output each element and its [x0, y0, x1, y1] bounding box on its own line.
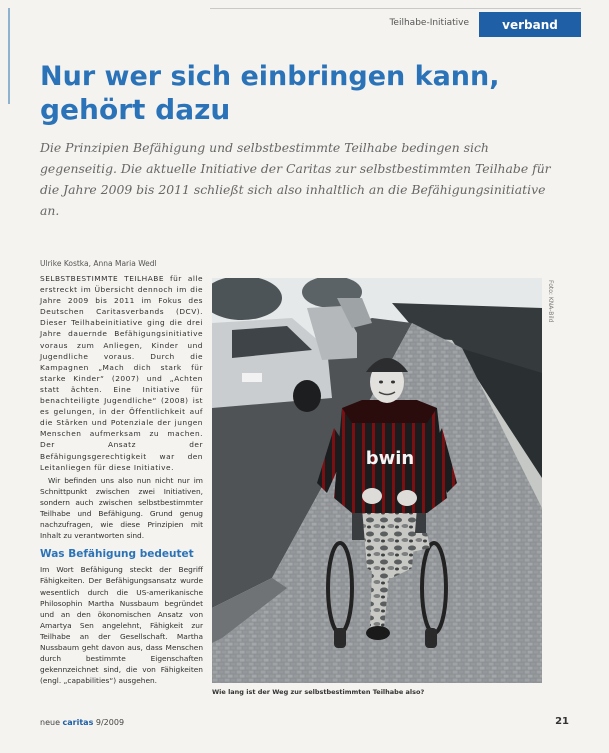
page-number: 21	[555, 716, 569, 727]
magazine-issue: 9/2009	[95, 718, 125, 727]
headline-line-2: gehört dazu	[40, 93, 231, 126]
section-tab: verband	[479, 12, 581, 37]
left-accent-rule	[8, 8, 10, 104]
body-paragraph: Im Wort Befähigung steckt der Begriff Fähigkeiten. Der Befähigungsansatz wurde wesentlich durch die US-amerikanische Philosophin Martha Nussbaum begründet und an den ökonomischen Ansatz von Amartya Sen angelehnt, Fähigkeit zur Teilhabe an der Gesellschaft. Martha Nussbaum geht davon aus, dass Menschen durch bestimmte Eigenschaften gekennzeichnet sind, die von Fähigkeiten (engl. „capabilities“) ausgehen.	[40, 565, 203, 686]
body-paragraph: Wir befinden uns also nun nicht nur im Schnittpunkt zwischen zwei Initiativen, sondern auch zwischen selbstbestimmter Teilhabe und Befähigung. Grund genug nachzufragen, wie diese Prinzipien mit Inhalt zu verantworten sind.	[40, 475, 203, 541]
magazine-prefix: neue	[40, 718, 60, 727]
photo-credit: Foto: KNA-Bild	[547, 280, 554, 323]
body-paragraph: SELBSTBESTIMMTE TEILHABE für alle erstreckt im Übersicht dennoch im die Jahre 2009 bis 2011 im Fokus des Deutschen Caritasverbands (DCV). Dieser Teilhabeinitiative ging die drei Jahre dauernde Befähigungsinitiative voraus zum Anliegen, Kinder und Jugendliche voraus. Durch die Kampagnen „Mach dich stark für starke Kinder“ (2007) und „Achten statt ächten. Eine Initiative für benachteiligte Jugendliche“ (2008) ist es gelungen, in der Öffentlichkeit auf die Stärken und Potenziale der jungen Menschen aufmerksam zu machen. Der Ansatz der Befähigungsgerechtigkeit war den Leitanliegen für diese Initiative.	[40, 274, 203, 472]
headline-line-1: Nur wer sich einbringen kann,	[40, 61, 500, 92]
jersey-text: bwin	[365, 448, 415, 469]
top-rule	[210, 8, 581, 9]
footer-magazine	[40, 718, 124, 727]
photo-caption: Wie lang ist der Weg zur selbstbestimmten Teilhabe also?	[212, 688, 425, 696]
lead-paragraph: Die Prinzipien Befähigung und selbstbestimmte Teilhabe bedingen sich gegenseitig. Die aktuelle Initiative der Caritas zur selbstbestimmten Teilhabe für die Jahre 2009 bis 2011 schließt sich also inhaltlich an die Befähigungsinitiative an.	[40, 140, 551, 218]
subhead: Was Befähigung bedeutet	[40, 548, 194, 561]
body-column	[40, 273, 203, 688]
article-photo	[212, 278, 542, 683]
headline	[40, 60, 560, 126]
byline: Ulrike Kostka, Anna Maria Wedl	[40, 259, 157, 268]
photo-illustration	[212, 278, 542, 683]
section-label: Teilhabe-Initiative	[389, 18, 469, 28]
magazine-name: caritas	[62, 718, 94, 727]
